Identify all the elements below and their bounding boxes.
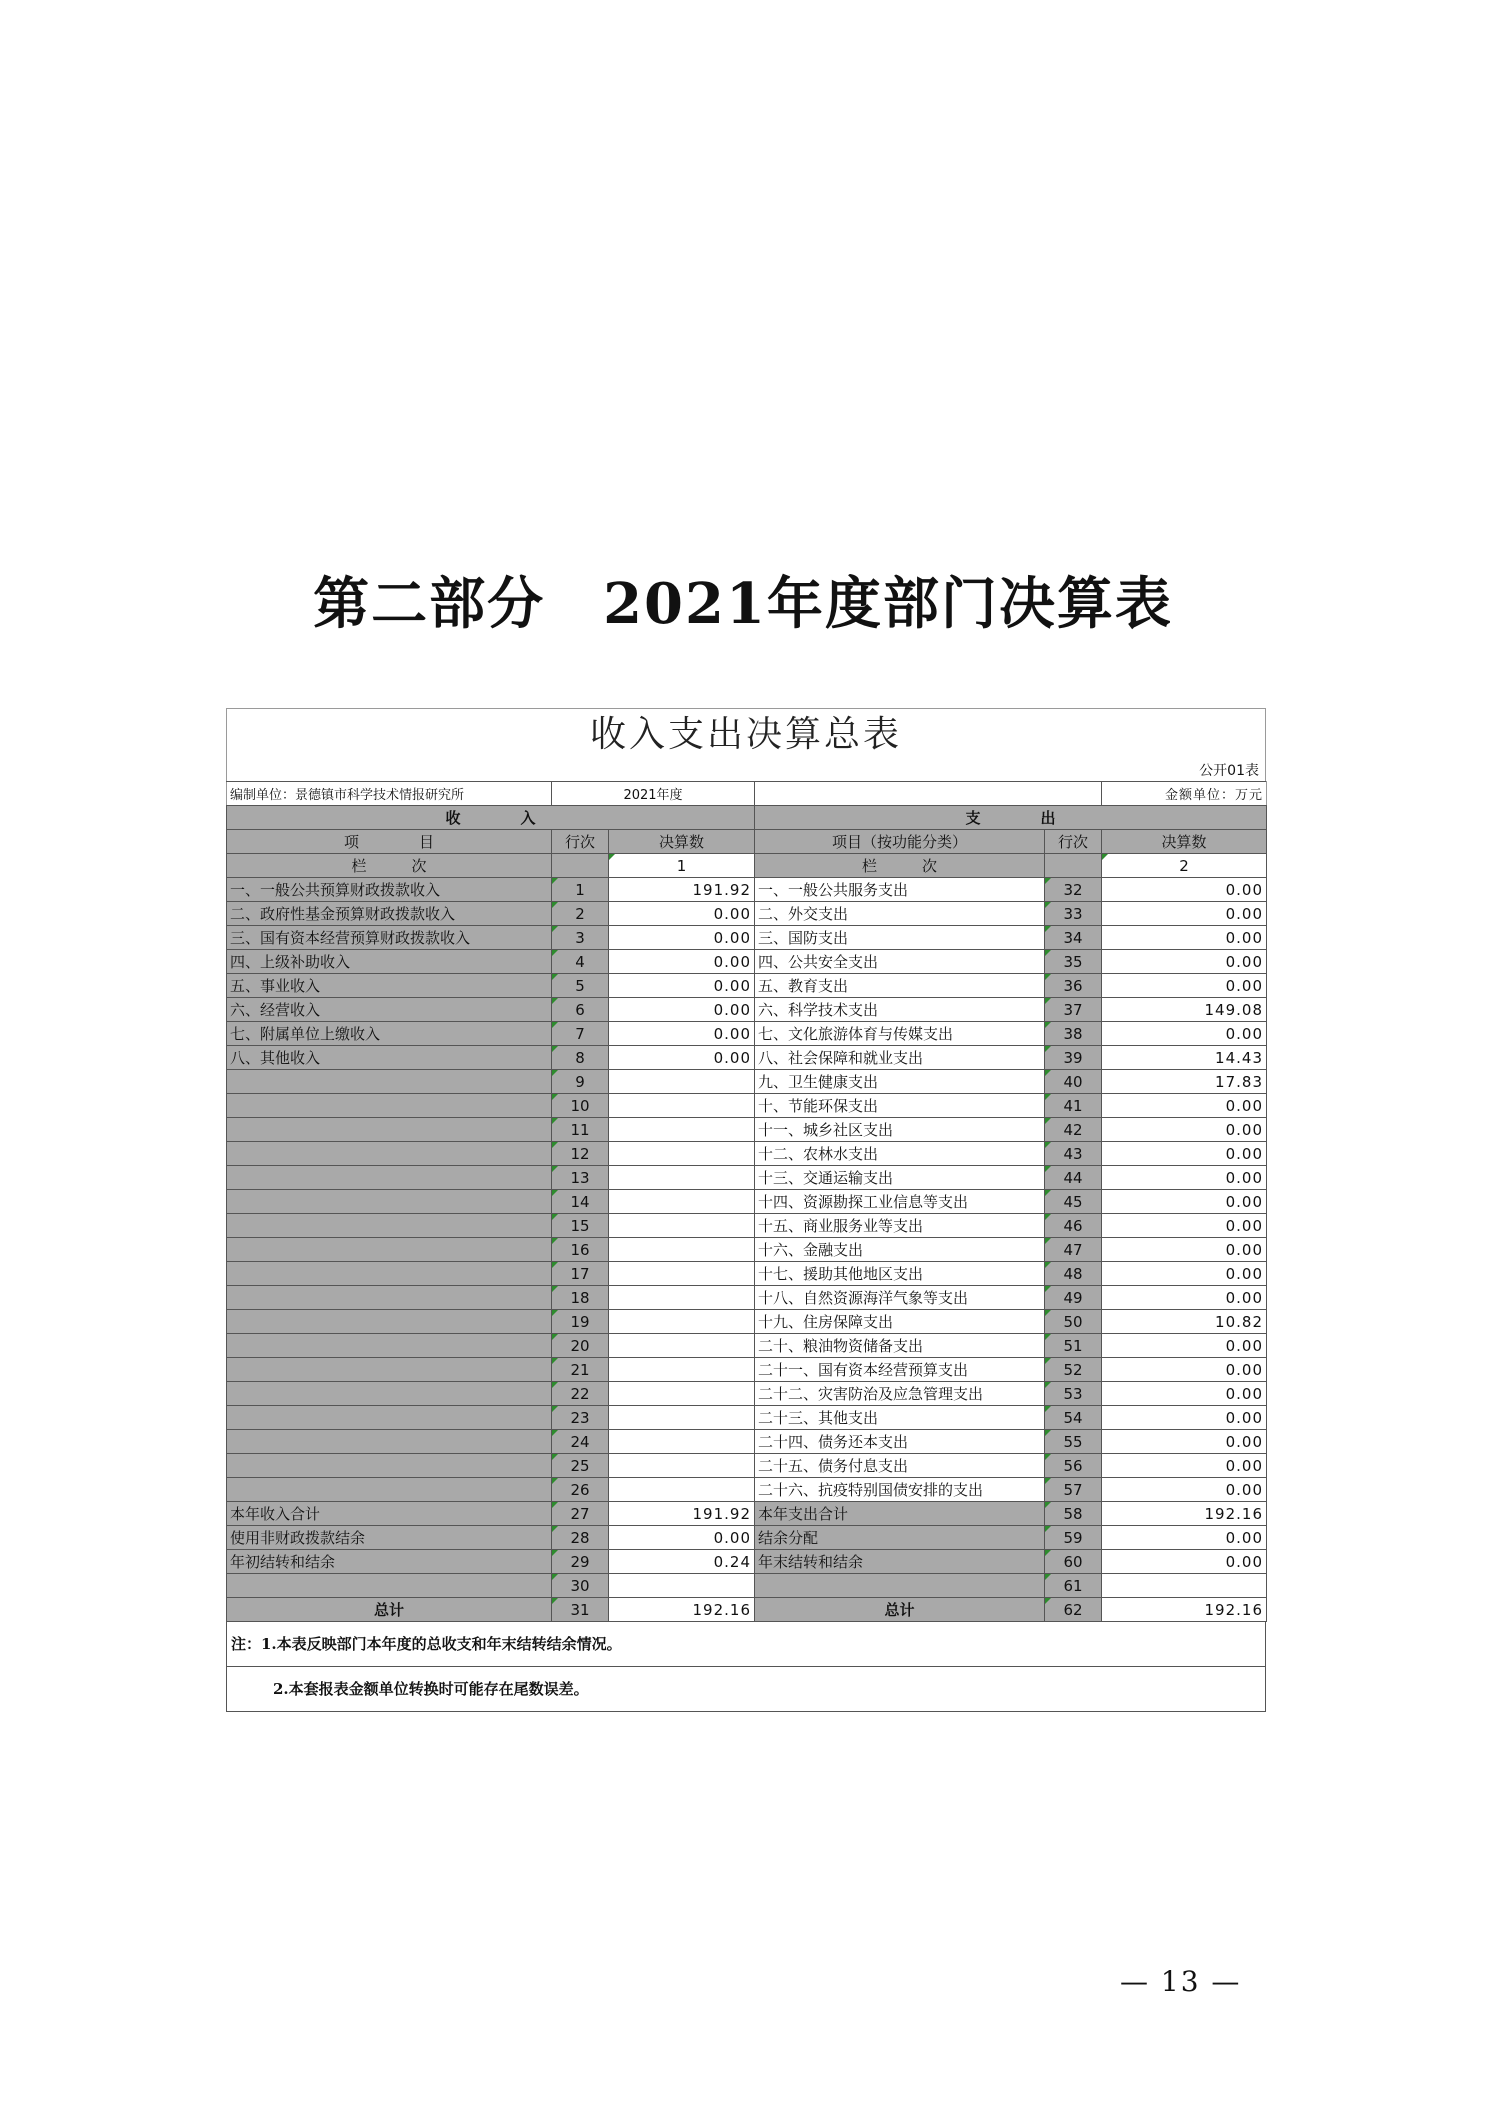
section-header-row bbox=[227, 806, 1267, 830]
income-amount bbox=[609, 1334, 755, 1358]
expense-row-no: 41 bbox=[1045, 1094, 1102, 1118]
expense-row-no: 46 bbox=[1045, 1214, 1102, 1238]
expense-amount: 0.00 bbox=[1102, 1094, 1267, 1118]
income-item bbox=[227, 1406, 552, 1430]
unit-label: 编制单位：景德镇市科学技术情报研究所 bbox=[227, 782, 552, 806]
income-item bbox=[227, 1478, 552, 1502]
expense-item: 五、教育支出 bbox=[755, 974, 1045, 998]
table-row bbox=[227, 1238, 1267, 1262]
income-item bbox=[227, 1454, 552, 1478]
expense-item bbox=[755, 1574, 1045, 1598]
expense-item: 十五、商业服务业等支出 bbox=[755, 1214, 1045, 1238]
income-row-no: 28 bbox=[552, 1526, 609, 1550]
income-row-no: 31 bbox=[552, 1598, 609, 1622]
income-amount bbox=[609, 1406, 755, 1430]
notes bbox=[226, 1622, 1266, 1712]
final-accounts-sheet bbox=[226, 708, 1266, 1712]
income-item bbox=[227, 1070, 552, 1094]
income-amount: 0.00 bbox=[609, 926, 755, 950]
totals-row bbox=[227, 1598, 1267, 1622]
part-title: 第二部分 2021年度部门决算表 bbox=[313, 571, 1173, 637]
income-amount bbox=[609, 1574, 755, 1598]
income-row-no: 1 bbox=[552, 878, 609, 902]
expense-amount: 0.00 bbox=[1102, 1406, 1267, 1430]
income-row-no: 22 bbox=[552, 1382, 609, 1406]
expense-amount: 192.16 bbox=[1102, 1598, 1267, 1622]
col-item-func-header: 项目（按功能分类） bbox=[755, 830, 1045, 854]
amount-unit: 金额单位：万元 bbox=[1102, 782, 1267, 806]
sheet-title: 收入支出决算总表 bbox=[226, 708, 1266, 761]
expense-item: 二十五、债务付息支出 bbox=[755, 1454, 1045, 1478]
expense-row-no: 43 bbox=[1045, 1142, 1102, 1166]
income-row-no: 19 bbox=[552, 1310, 609, 1334]
expense-amount: 0.00 bbox=[1102, 878, 1267, 902]
income-row-no: 21 bbox=[552, 1358, 609, 1382]
income-item: 本年收入合计 bbox=[227, 1502, 552, 1526]
income-amount bbox=[609, 1286, 755, 1310]
income-item bbox=[227, 1382, 552, 1406]
expense-row-no: 42 bbox=[1045, 1118, 1102, 1142]
col-item-header: 项 目 bbox=[227, 830, 552, 854]
income-amount: 0.00 bbox=[609, 1046, 755, 1070]
expense-row-no: 48 bbox=[1045, 1262, 1102, 1286]
expense-item: 二十一、国有资本经营预算支出 bbox=[755, 1358, 1045, 1382]
expense-amount: 0.00 bbox=[1102, 950, 1267, 974]
expense-amount: 0.00 bbox=[1102, 1478, 1267, 1502]
expense-item: 十九、住房保障支出 bbox=[755, 1310, 1045, 1334]
summary-row bbox=[227, 1502, 1267, 1526]
table-row bbox=[227, 1334, 1267, 1358]
expense-row-no: 34 bbox=[1045, 926, 1102, 950]
expense-row-no: 54 bbox=[1045, 1406, 1102, 1430]
summary-row bbox=[227, 1526, 1267, 1550]
income-amount: 0.00 bbox=[609, 902, 755, 926]
income-item bbox=[227, 1286, 552, 1310]
column-header-row bbox=[227, 830, 1267, 854]
income-item: 一、一般公共预算财政拨款收入 bbox=[227, 878, 552, 902]
expense-row-no: 55 bbox=[1045, 1430, 1102, 1454]
meta-spacer bbox=[755, 782, 1102, 806]
income-item: 总计 bbox=[227, 1598, 552, 1622]
summary-row bbox=[227, 1550, 1267, 1574]
income-amount bbox=[609, 1238, 755, 1262]
col-row-no-header: 行次 bbox=[552, 830, 609, 854]
expense-amount: 0.00 bbox=[1102, 1526, 1267, 1550]
expense-item: 七、文化旅游体育与传媒支出 bbox=[755, 1022, 1045, 1046]
form-code: 公开01表 bbox=[226, 761, 1266, 781]
expense-row-no: 50 bbox=[1045, 1310, 1102, 1334]
expense-item: 三、国防支出 bbox=[755, 926, 1045, 950]
col-seq-1: 1 bbox=[609, 854, 755, 878]
expense-row-no: 62 bbox=[1045, 1598, 1102, 1622]
col-seq-empty bbox=[552, 854, 609, 878]
income-amount: 0.00 bbox=[609, 998, 755, 1022]
col-seq-empty-2 bbox=[1045, 854, 1102, 878]
expense-row-no: 47 bbox=[1045, 1238, 1102, 1262]
expense-row-no: 44 bbox=[1045, 1166, 1102, 1190]
expense-row-no: 60 bbox=[1045, 1550, 1102, 1574]
income-amount: 0.00 bbox=[609, 974, 755, 998]
expense-item: 十八、自然资源海洋气象等支出 bbox=[755, 1286, 1045, 1310]
income-item bbox=[227, 1358, 552, 1382]
expense-item: 十七、援助其他地区支出 bbox=[755, 1262, 1045, 1286]
income-item bbox=[227, 1166, 552, 1190]
expense-amount: 0.00 bbox=[1102, 1190, 1267, 1214]
expense-item: 二十三、其他支出 bbox=[755, 1406, 1045, 1430]
expense-row-no: 57 bbox=[1045, 1478, 1102, 1502]
income-amount bbox=[609, 1214, 755, 1238]
col-row-no-header-2: 行次 bbox=[1045, 830, 1102, 854]
table-row bbox=[227, 1094, 1267, 1118]
expense-amount: 17.83 bbox=[1102, 1070, 1267, 1094]
income-item bbox=[227, 1094, 552, 1118]
expense-item: 二十二、灾害防治及应急管理支出 bbox=[755, 1382, 1045, 1406]
expense-amount: 0.00 bbox=[1102, 1142, 1267, 1166]
meta-row bbox=[227, 782, 1267, 806]
table-row bbox=[227, 1286, 1267, 1310]
income-item bbox=[227, 1118, 552, 1142]
expense-amount bbox=[1102, 1574, 1267, 1598]
expense-item: 总计 bbox=[755, 1598, 1045, 1622]
expense-row-no: 36 bbox=[1045, 974, 1102, 998]
table-row bbox=[227, 926, 1267, 950]
table-row bbox=[227, 1358, 1267, 1382]
expense-amount: 0.00 bbox=[1102, 1382, 1267, 1406]
income-row-no: 15 bbox=[552, 1214, 609, 1238]
income-item: 五、事业收入 bbox=[227, 974, 552, 998]
expense-item: 十四、资源勘探工业信息等支出 bbox=[755, 1190, 1045, 1214]
income-row-no: 8 bbox=[552, 1046, 609, 1070]
note-1: 注：1.本表反映部门本年度的总收支和年末结转结余情况。 bbox=[227, 1622, 1265, 1667]
expense-amount: 0.00 bbox=[1102, 1022, 1267, 1046]
income-header: 收 入 bbox=[227, 806, 755, 830]
col-amount-header-2: 决算数 bbox=[1102, 830, 1267, 854]
summary-table bbox=[226, 781, 1267, 1622]
expense-amount: 0.00 bbox=[1102, 1214, 1267, 1238]
income-row-no: 10 bbox=[552, 1094, 609, 1118]
page-number: — 13 — bbox=[1120, 1965, 1242, 1998]
col-seq-label: 栏 次 bbox=[227, 854, 552, 878]
income-item bbox=[227, 1214, 552, 1238]
fiscal-year: 2021年度 bbox=[552, 782, 755, 806]
expense-row-no: 35 bbox=[1045, 950, 1102, 974]
table-row bbox=[227, 1118, 1267, 1142]
income-amount bbox=[609, 1454, 755, 1478]
table-row bbox=[227, 974, 1267, 998]
income-row-no: 20 bbox=[552, 1334, 609, 1358]
expense-amount: 0.00 bbox=[1102, 1286, 1267, 1310]
table-row bbox=[227, 1406, 1267, 1430]
table-row bbox=[227, 950, 1267, 974]
expense-amount: 192.16 bbox=[1102, 1502, 1267, 1526]
expense-amount: 0.00 bbox=[1102, 974, 1267, 998]
table-row bbox=[227, 998, 1267, 1022]
table-row bbox=[227, 1478, 1267, 1502]
income-row-no: 11 bbox=[552, 1118, 609, 1142]
expense-amount: 0.00 bbox=[1102, 1454, 1267, 1478]
expense-amount: 10.82 bbox=[1102, 1310, 1267, 1334]
table-row bbox=[227, 1214, 1267, 1238]
income-item bbox=[227, 1262, 552, 1286]
income-row-no: 13 bbox=[552, 1166, 609, 1190]
expense-amount: 0.00 bbox=[1102, 1550, 1267, 1574]
income-row-no: 30 bbox=[552, 1574, 609, 1598]
expense-amount: 0.00 bbox=[1102, 902, 1267, 926]
income-row-no: 6 bbox=[552, 998, 609, 1022]
income-item bbox=[227, 1430, 552, 1454]
expense-row-no: 51 bbox=[1045, 1334, 1102, 1358]
income-row-no: 18 bbox=[552, 1286, 609, 1310]
income-item: 七、附属单位上缴收入 bbox=[227, 1022, 552, 1046]
expense-amount: 149.08 bbox=[1102, 998, 1267, 1022]
income-item: 三、国有资本经营预算财政拨款收入 bbox=[227, 926, 552, 950]
expense-item: 二十四、债务还本支出 bbox=[755, 1430, 1045, 1454]
income-row-no: 27 bbox=[552, 1502, 609, 1526]
expense-item: 四、公共安全支出 bbox=[755, 950, 1045, 974]
table-row bbox=[227, 1454, 1267, 1478]
income-amount bbox=[609, 1142, 755, 1166]
expense-item: 十六、金融支出 bbox=[755, 1238, 1045, 1262]
col-seq-2: 2 bbox=[1102, 854, 1267, 878]
income-row-no: 9 bbox=[552, 1070, 609, 1094]
expense-row-no: 59 bbox=[1045, 1526, 1102, 1550]
income-row-no: 16 bbox=[552, 1238, 609, 1262]
expense-item: 十、节能环保支出 bbox=[755, 1094, 1045, 1118]
income-row-no: 23 bbox=[552, 1406, 609, 1430]
income-row-no: 24 bbox=[552, 1430, 609, 1454]
expense-item: 一、一般公共服务支出 bbox=[755, 878, 1045, 902]
income-amount bbox=[609, 1382, 755, 1406]
expense-amount: 0.00 bbox=[1102, 1118, 1267, 1142]
expense-item: 六、科学技术支出 bbox=[755, 998, 1045, 1022]
income-item: 使用非财政拨款结余 bbox=[227, 1526, 552, 1550]
expense-row-no: 45 bbox=[1045, 1190, 1102, 1214]
expense-amount: 0.00 bbox=[1102, 1166, 1267, 1190]
income-amount: 191.92 bbox=[609, 1502, 755, 1526]
expense-item: 二十、粮油物资储备支出 bbox=[755, 1334, 1045, 1358]
income-item bbox=[227, 1238, 552, 1262]
income-item: 六、经营收入 bbox=[227, 998, 552, 1022]
table-row bbox=[227, 1070, 1267, 1094]
income-item: 二、政府性基金预算财政拨款收入 bbox=[227, 902, 552, 926]
income-item bbox=[227, 1334, 552, 1358]
expense-row-no: 56 bbox=[1045, 1454, 1102, 1478]
income-row-no: 3 bbox=[552, 926, 609, 950]
expense-row-no: 40 bbox=[1045, 1070, 1102, 1094]
income-row-no: 4 bbox=[552, 950, 609, 974]
income-amount bbox=[609, 1262, 755, 1286]
income-amount: 0.00 bbox=[609, 950, 755, 974]
expense-item: 二、外交支出 bbox=[755, 902, 1045, 926]
expense-row-no: 32 bbox=[1045, 878, 1102, 902]
income-item bbox=[227, 1310, 552, 1334]
income-amount bbox=[609, 1118, 755, 1142]
income-row-no: 12 bbox=[552, 1142, 609, 1166]
expense-item: 十三、交通运输支出 bbox=[755, 1166, 1045, 1190]
income-amount: 0.00 bbox=[609, 1022, 755, 1046]
income-amount: 0.00 bbox=[609, 1526, 755, 1550]
table-row bbox=[227, 1430, 1267, 1454]
expense-row-no: 52 bbox=[1045, 1358, 1102, 1382]
income-amount bbox=[609, 1478, 755, 1502]
expense-row-no: 53 bbox=[1045, 1382, 1102, 1406]
column-seq-row bbox=[227, 854, 1267, 878]
income-row-no: 7 bbox=[552, 1022, 609, 1046]
income-item: 八、其他收入 bbox=[227, 1046, 552, 1070]
income-row-no: 2 bbox=[552, 902, 609, 926]
summary-row bbox=[227, 1574, 1267, 1598]
col-amount-header: 决算数 bbox=[609, 830, 755, 854]
income-row-no: 25 bbox=[552, 1454, 609, 1478]
expense-item: 十二、农林水支出 bbox=[755, 1142, 1045, 1166]
expense-amount: 0.00 bbox=[1102, 1430, 1267, 1454]
table-row bbox=[227, 1142, 1267, 1166]
expense-amount: 0.00 bbox=[1102, 1334, 1267, 1358]
income-amount: 192.16 bbox=[609, 1598, 755, 1622]
expense-row-no: 58 bbox=[1045, 1502, 1102, 1526]
income-amount bbox=[609, 1310, 755, 1334]
expense-row-no: 61 bbox=[1045, 1574, 1102, 1598]
income-item: 年初结转和结余 bbox=[227, 1550, 552, 1574]
table-row bbox=[227, 1262, 1267, 1286]
expense-row-no: 37 bbox=[1045, 998, 1102, 1022]
income-amount bbox=[609, 1430, 755, 1454]
expense-row-no: 33 bbox=[1045, 902, 1102, 926]
col-seq-label-2: 栏 次 bbox=[755, 854, 1045, 878]
income-amount bbox=[609, 1070, 755, 1094]
expense-row-no: 39 bbox=[1045, 1046, 1102, 1070]
expense-item: 二十六、抗疫特别国债安排的支出 bbox=[755, 1478, 1045, 1502]
income-item bbox=[227, 1142, 552, 1166]
table-row bbox=[227, 1166, 1267, 1190]
table-row bbox=[227, 1382, 1267, 1406]
note-2: 2.本套报表金额单位转换时可能存在尾数误差。 bbox=[273, 1680, 589, 1698]
expense-item: 八、社会保障和就业支出 bbox=[755, 1046, 1045, 1070]
expense-amount: 14.43 bbox=[1102, 1046, 1267, 1070]
income-amount bbox=[609, 1190, 755, 1214]
income-amount bbox=[609, 1094, 755, 1118]
expense-amount: 0.00 bbox=[1102, 1238, 1267, 1262]
income-row-no: 26 bbox=[552, 1478, 609, 1502]
table-row bbox=[227, 1190, 1267, 1214]
income-amount: 0.24 bbox=[609, 1550, 755, 1574]
income-item bbox=[227, 1190, 552, 1214]
income-row-no: 5 bbox=[552, 974, 609, 998]
income-row-no: 14 bbox=[552, 1190, 609, 1214]
expense-amount: 0.00 bbox=[1102, 926, 1267, 950]
expense-item: 本年支出合计 bbox=[755, 1502, 1045, 1526]
expense-item: 年末结转和结余 bbox=[755, 1550, 1045, 1574]
income-item: 四、上级补助收入 bbox=[227, 950, 552, 974]
table-row bbox=[227, 1046, 1267, 1070]
table-row bbox=[227, 878, 1267, 902]
expense-amount: 0.00 bbox=[1102, 1358, 1267, 1382]
table-row bbox=[227, 1022, 1267, 1046]
income-amount bbox=[609, 1358, 755, 1382]
expense-item: 十一、城乡社区支出 bbox=[755, 1118, 1045, 1142]
expense-header: 支 出 bbox=[755, 806, 1267, 830]
income-item bbox=[227, 1574, 552, 1598]
expense-item: 结余分配 bbox=[755, 1526, 1045, 1550]
income-amount: 191.92 bbox=[609, 878, 755, 902]
expense-amount: 0.00 bbox=[1102, 1262, 1267, 1286]
income-amount bbox=[609, 1166, 755, 1190]
expense-row-no: 38 bbox=[1045, 1022, 1102, 1046]
expense-item: 九、卫生健康支出 bbox=[755, 1070, 1045, 1094]
table-row bbox=[227, 1310, 1267, 1334]
income-row-no: 17 bbox=[552, 1262, 609, 1286]
table-row bbox=[227, 902, 1267, 926]
income-row-no: 29 bbox=[552, 1550, 609, 1574]
expense-row-no: 49 bbox=[1045, 1286, 1102, 1310]
